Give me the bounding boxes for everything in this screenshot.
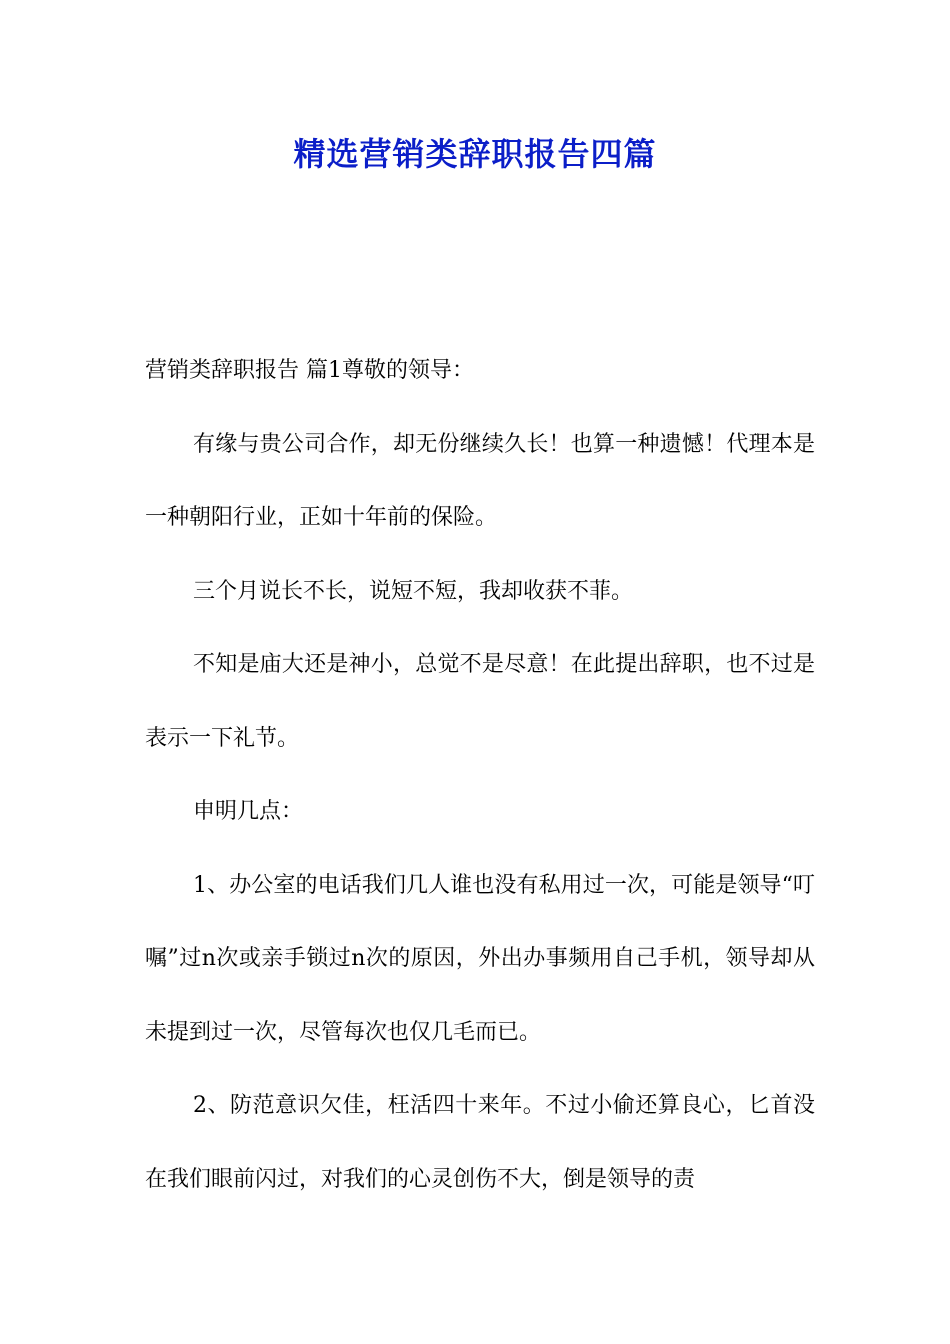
- paragraph-3: 三个月说长不长，说短不短，我却收获不菲。: [193, 578, 634, 604]
- paragraph-6: 1、办公室的电话我们几人谁也没有私用过一次，可能是领导“叮嘱”过n次或亲手锁过n次的原因，外出办事频用自己手机，领导却从未提到过一次，尽管每次也仅几毛而已。: [145, 872, 815, 1045]
- paragraph-1: 营销类辞职报告 篇1尊敬的领导：: [145, 358, 474, 383]
- document-body: [145, 334, 815, 1216]
- paragraph-2: 有缘与贵公司合作，却无份继续久长！也算一种遗憾！代理本是一种朝阳行业，正如十年前的保险。: [145, 431, 815, 530]
- document-title: 精选营销类辞职报告四篇: [293, 135, 657, 173]
- paragraph-4: 不知是庙大还是神小，总觉不是尽意！在此提出辞职，也不过是表示一下礼节。: [145, 652, 815, 751]
- paragraph-5: 申明几点：: [193, 799, 304, 824]
- paragraph-7: 2、防范意识欠佳，枉活四十来年。不过小偷还算良心，匕首没在我们眼前闪过，对我们的心灵创伤不大，倒是领导的责: [145, 1093, 815, 1192]
